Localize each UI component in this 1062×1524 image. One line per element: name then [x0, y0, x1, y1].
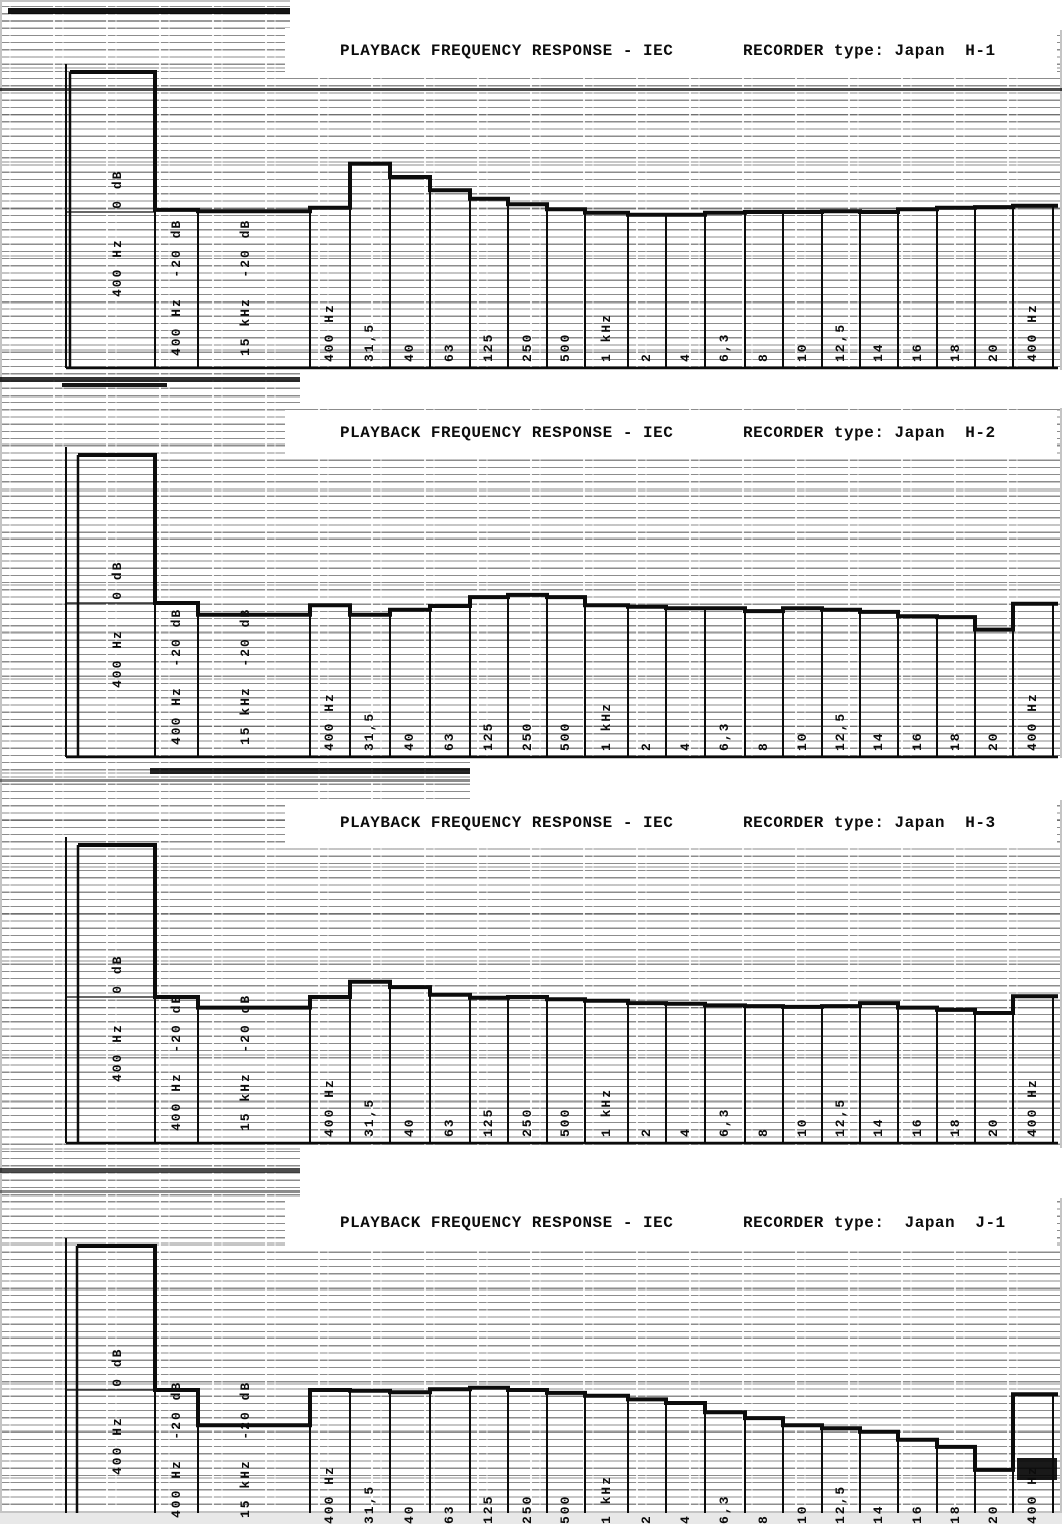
- response-trace-line: [70, 72, 1058, 215]
- frequency-tick-label: 400 Hz: [322, 692, 337, 751]
- clean-paper-patch: [300, 370, 1062, 408]
- frequency-tick-label: 500: [558, 1107, 573, 1137]
- recorder-type-label: RECORDER type: Japan J-1: [743, 1214, 1006, 1232]
- frequency-tick-label: 2: [639, 1514, 654, 1524]
- frequency-tick-label: 125: [481, 332, 496, 362]
- recorder-type-label: RECORDER type: Japan H-2: [743, 424, 996, 442]
- frequency-tick-label: 1 kHz: [598, 1474, 614, 1524]
- frequency-tick-label: 8: [756, 741, 771, 751]
- frequency-tick-label: 1 kHz: [598, 1087, 614, 1137]
- response-trace-line: [78, 455, 1058, 630]
- frequency-tick-label: 125: [481, 1494, 496, 1524]
- frequency-tick-label: 8: [756, 1514, 771, 1524]
- frequency-tick-label: 2: [639, 741, 654, 751]
- recorder-type-label: RECORDER type: Japan H-1: [743, 42, 996, 60]
- frequency-tick-label: 250: [519, 332, 535, 362]
- clean-paper-patch: [290, 0, 1062, 30]
- frequency-tick-label: 125: [481, 1107, 496, 1137]
- frequency-tick-label: 400 Hz: [1025, 692, 1040, 751]
- frequency-tick-label: 6,3: [717, 332, 732, 362]
- frequency-tick-label: 400 Hz: [322, 1078, 337, 1137]
- calibration-column-label: 400 Hz -20 dB: [168, 607, 184, 745]
- chart-title: PLAYBACK FREQUENCY RESPONSE - IEC: [340, 424, 674, 442]
- frequency-tick-label: 400 Hz: [1025, 1078, 1040, 1137]
- title-patch: [285, 800, 1057, 846]
- frequency-tick-label: 10: [794, 342, 810, 362]
- frequency-tick-label: 8: [756, 352, 771, 362]
- reference-column-label: 400 Hz 0 dB: [110, 954, 125, 1082]
- frequency-tick-label: 40: [402, 1504, 417, 1524]
- frequency-tick-label: 2: [639, 352, 654, 362]
- scan-noise-band: [0, 1168, 300, 1173]
- frequency-tick-label: 6,3: [717, 1494, 732, 1524]
- clean-paper-patch: [470, 758, 1062, 800]
- frequency-tick-label: 31,5: [362, 711, 377, 751]
- frequency-tick-label: 400 Hz: [1025, 303, 1040, 362]
- frequency-tick-label: 400 Hz: [322, 303, 337, 362]
- title-patch: [285, 28, 1057, 74]
- frequency-tick-label: 14: [871, 1117, 886, 1137]
- frequency-tick-label: 250: [519, 1107, 535, 1137]
- frequency-tick-label: 4: [677, 741, 693, 751]
- frequency-tick-label: 31,5: [362, 1097, 377, 1137]
- frequency-tick-label: 250: [519, 1494, 535, 1524]
- frequency-tick-label: 10: [794, 731, 810, 751]
- frequency-tick-label: 18: [948, 1117, 963, 1137]
- frequency-tick-label: 63: [442, 1117, 457, 1137]
- frequency-tick-label: 1 kHz: [598, 701, 614, 751]
- frequency-tick-label: 63: [442, 731, 457, 751]
- calibration-column-label: 15 kHz -20 dB: [238, 607, 253, 745]
- frequency-tick-label: 12,5: [833, 711, 848, 751]
- frequency-tick-label: 4: [677, 1127, 693, 1137]
- frequency-tick-label: 40: [402, 342, 417, 362]
- frequency-tick-label: 6,3: [717, 1107, 732, 1137]
- frequency-tick-label: 16: [909, 342, 925, 362]
- response-trace-line: [77, 1246, 1058, 1470]
- frequency-tick-label: 16: [909, 1504, 925, 1524]
- calibration-column-label: 15 kHz -20 dB: [238, 218, 253, 356]
- calibration-column-label: 400 Hz -20 dB: [168, 993, 184, 1131]
- frequency-tick-label: 1 kHz: [598, 312, 614, 362]
- chart-title: PLAYBACK FREQUENCY RESPONSE - IEC: [340, 1214, 674, 1232]
- frequency-tick-label: 14: [871, 1504, 886, 1524]
- frequency-tick-label: 14: [871, 731, 886, 751]
- reference-column-label: 400 Hz 0 dB: [110, 169, 125, 297]
- frequency-tick-label: 18: [948, 1504, 963, 1524]
- frequency-tick-label: 8: [756, 1127, 771, 1137]
- frequency-tick-label: 20: [986, 1117, 1001, 1137]
- frequency-tick-label: 10: [794, 1504, 810, 1524]
- frequency-tick-label: 31,5: [362, 322, 377, 362]
- frequency-tick-label: 63: [442, 1504, 457, 1524]
- clean-paper-patch: [300, 1148, 1062, 1198]
- scan-noise-band: [62, 383, 167, 387]
- frequency-tick-label: 2: [639, 1127, 654, 1137]
- scan-noise-band: [8, 8, 290, 14]
- frequency-tick-label: 500: [558, 721, 573, 751]
- frequency-tick-label: 18: [948, 342, 963, 362]
- chart-title: PLAYBACK FREQUENCY RESPONSE - IEC: [340, 42, 674, 60]
- frequency-tick-label: 20: [986, 1504, 1001, 1524]
- frequency-tick-label: 14: [871, 342, 886, 362]
- frequency-tick-label: 12,5: [833, 1097, 848, 1137]
- frequency-tick-label: 20: [986, 731, 1001, 751]
- frequency-tick-label: 400 Hz: [1025, 1465, 1040, 1524]
- frequency-tick-label: 4: [677, 352, 693, 362]
- scan-noise-band: [0, 88, 1062, 91]
- frequency-tick-label: 12,5: [833, 322, 848, 362]
- frequency-tick-label: 6,3: [717, 721, 732, 751]
- scan-noise-band: [0, 377, 300, 382]
- frequency-tick-label: 500: [558, 1494, 573, 1524]
- title-patch: [285, 410, 1057, 456]
- frequency-tick-label: 16: [909, 1117, 925, 1137]
- calibration-column-label: 15 kHz -20 dB: [238, 1380, 253, 1518]
- title-patch: [285, 1200, 1057, 1246]
- frequency-tick-label: 63: [442, 342, 457, 362]
- recorder-type-label: RECORDER type: Japan H-3: [743, 814, 996, 832]
- chart-title: PLAYBACK FREQUENCY RESPONSE - IEC: [340, 814, 674, 832]
- frequency-tick-label: 250: [519, 721, 535, 751]
- calibration-column-label: 15 kHz -20 dB: [238, 993, 253, 1131]
- response-trace-line: [78, 845, 1058, 1013]
- frequency-tick-label: 10: [794, 1117, 810, 1137]
- frequency-tick-label: 12,5: [833, 1484, 848, 1524]
- reference-column-label: 400 Hz 0 dB: [110, 1347, 125, 1475]
- frequency-tick-label: 18: [948, 731, 963, 751]
- frequency-tick-label: 31,5: [362, 1484, 377, 1524]
- frequency-tick-label: 40: [402, 1117, 417, 1137]
- frequency-tick-label: 500: [558, 332, 573, 362]
- frequency-tick-label: 16: [909, 731, 925, 751]
- calibration-column-label: 400 Hz -20 dB: [168, 1380, 184, 1518]
- frequency-tick-label: 125: [481, 721, 496, 751]
- frequency-tick-label: 40: [402, 731, 417, 751]
- frequency-tick-label: 400 Hz: [322, 1465, 337, 1524]
- frequency-tick-label: 4: [677, 1514, 693, 1524]
- calibration-column-label: 400 Hz -20 dB: [168, 218, 184, 356]
- reference-column-label: 400 Hz 0 dB: [110, 560, 125, 688]
- frequency-tick-label: 20: [986, 342, 1001, 362]
- scan-noise-band: [150, 768, 470, 774]
